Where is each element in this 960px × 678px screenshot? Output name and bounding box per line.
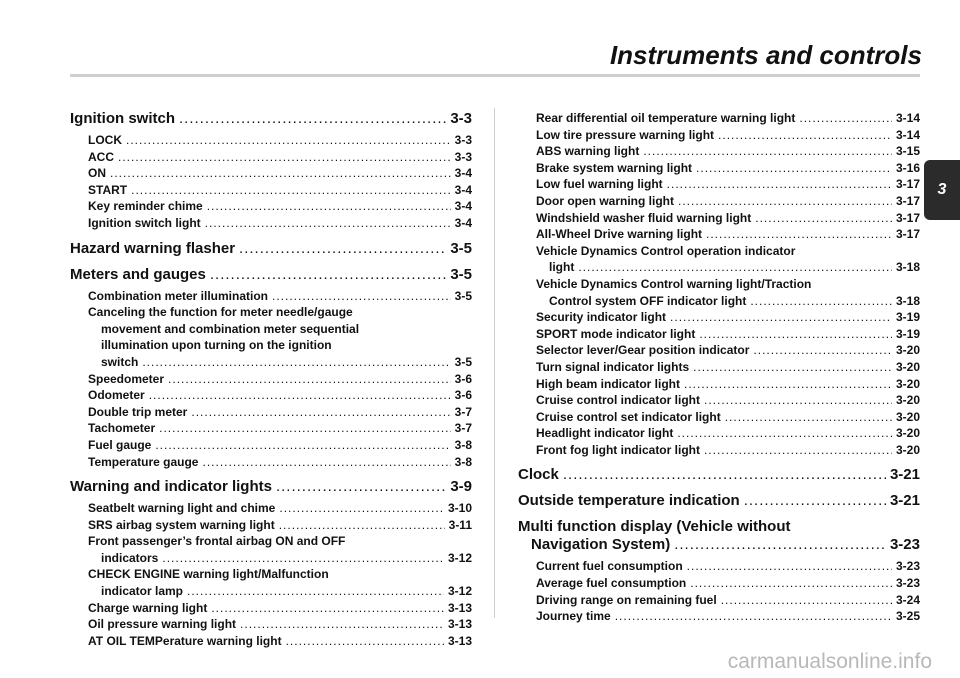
toc-entry-title: Clock [518,466,559,484]
toc-entry-title: High beam indicator light [536,376,681,391]
watermark: carmanualsonline.info [727,650,932,673]
toc-entry[interactable] [518,492,920,510]
chapter-tab[interactable]: 3 [924,160,960,220]
toc-entry-page: 3-17 [895,227,920,242]
toc-entry-title: Oil pressure warning light [88,617,237,632]
dot-leader [279,517,445,534]
toc-entry-page: 3-8 [454,437,472,452]
dot-leader [706,226,892,243]
toc-entry[interactable] [518,160,920,177]
toc-entry[interactable] [518,558,920,575]
toc-entry[interactable] [70,517,472,534]
toc-entry-title: Rear differential oil temperature warning light [536,111,796,125]
toc-entry-page: 3-16 [895,160,920,175]
dot-leader [699,326,892,343]
toc-entry-page: 3-13 [447,600,472,615]
toc-entry-title: light [549,260,575,275]
toc-entry-page: 3-17 [895,177,920,192]
toc-entry-page: 3-3 [454,133,472,147]
dot-leader [168,371,451,388]
toc-entry[interactable] [70,500,472,517]
toc-entry[interactable] [518,326,920,343]
dot-leader [725,409,892,426]
toc-entry-page: 3-5 [454,288,472,303]
toc-entry-page: 3-18 [895,293,920,308]
toc-entry[interactable] [70,454,472,471]
toc-entry-page: 3-23 [889,536,920,554]
dot-leader [179,110,446,128]
dot-leader [210,266,446,284]
toc-entry[interactable] [70,437,472,454]
toc-entry-page: 3-3 [454,149,472,164]
dot-leader [276,478,446,496]
toc-entry-page: 3-5 [454,354,472,369]
dot-leader [704,392,892,409]
toc-entry[interactable] [518,276,920,309]
toc-entry-page: 3-25 [895,609,920,624]
toc-entry[interactable] [70,566,472,599]
toc-entry-page: 3-11 [448,517,472,532]
toc-entry-page: 3-4 [454,166,472,181]
toc-entry-page: 3-19 [895,326,920,341]
dot-leader [563,466,886,484]
dot-leader [155,437,450,454]
toc-entry-page: 3-18 [895,260,920,275]
toc-entry[interactable] [518,466,920,484]
toc-entry-title: Double trip meter [88,404,188,419]
toc-left-column [70,110,472,649]
toc-entry-title: Charge warning light [88,600,208,615]
toc-entry-title: Headlight indicator light [536,426,674,441]
toc-entry-title: Warning and indicator lights [70,478,272,496]
toc-entry-title: Front passenger’s frontal airbag ON and OFF [88,534,346,549]
toc-entry-page: 3-14 [895,127,920,142]
toc-entry-page: 3-15 [895,144,920,159]
toc-entry-title: Odometer [88,388,145,403]
toc-entry-title: Brake system warning light [536,160,693,175]
toc-entry[interactable] [518,210,920,227]
toc-entry-page: 3-7 [454,421,472,436]
toc-entry-page: 3-5 [450,265,472,283]
toc-entry-title: Canceling the function for meter needle/gauge [88,305,353,320]
toc-entry[interactable] [518,226,920,243]
dot-leader [131,182,451,199]
toc-entry-title: Journey time [536,609,611,624]
toc-entry-title: Fuel gauge [88,437,152,452]
dot-leader [678,193,892,210]
dot-leader [690,575,892,592]
toc-entry-title: Tachometer [88,421,156,436]
toc-entry-page: 3-4 [454,199,472,214]
dot-leader [191,404,450,421]
dot-leader [110,165,451,182]
toc-entry-page: 3-3 [450,110,472,127]
toc-entry-page: 3-21 [889,492,920,510]
toc-entry-page: 3-13 [447,617,472,632]
toc-entry[interactable] [70,304,472,370]
toc-entry-title: Selector lever/Gear position indicator [536,343,750,358]
toc-entry[interactable] [70,371,472,388]
toc-entry[interactable] [518,409,920,426]
dot-leader [643,143,892,160]
toc-entry-page: 3-12 [447,550,472,565]
toc-right-column [518,110,920,625]
dot-leader [696,160,892,177]
toc-entry-title: Ignition switch light [88,215,201,230]
column-divider [494,108,495,618]
toc-entry-title: Security indicator light [536,310,667,325]
toc-entry-title: START [88,182,128,197]
toc-entry-page: 3-6 [454,371,472,386]
toc-entry-title: Seatbelt warning light and chime [88,501,276,516]
dot-leader [667,176,892,193]
dot-leader [615,608,892,625]
toc-entry[interactable] [518,518,920,554]
toc-entry-title: Combination meter illumination [88,288,269,303]
toc-entry[interactable] [70,387,472,404]
dot-leader [718,127,892,144]
toc-entry[interactable] [518,143,920,160]
dot-leader [578,259,892,276]
toc-entry-title: indicators [101,550,159,565]
toc-entry[interactable] [518,442,920,459]
toc-entry-title: Hazard warning flasher [70,239,236,257]
dot-leader [202,454,450,471]
toc-entry[interactable] [70,149,472,166]
toc-entry[interactable] [518,575,920,592]
toc-entry-page: 3-4 [454,182,472,197]
toc-entry[interactable] [518,243,920,276]
toc-entry[interactable] [518,592,920,609]
toc-entry-page: 3-6 [454,388,472,403]
toc-entry-page: 3-17 [895,193,920,208]
toc-entry-page: 3-12 [447,584,472,599]
toc-entry[interactable] [70,420,472,437]
toc-entry-page: 3-20 [895,359,920,374]
toc-entry[interactable] [70,600,472,617]
toc-entry-title: Current fuel consumption [536,559,683,574]
toc-entry[interactable] [70,198,472,215]
dot-leader [272,288,451,305]
toc-entry[interactable] [518,392,920,409]
toc-entry-title: CHECK ENGINE warning light/Malfunction [88,567,329,582]
dot-leader [239,240,446,258]
toc-entry-page: 3-13 [447,633,472,648]
toc-entry-title: Vehicle Dynamics Control warning light/Traction [536,276,812,291]
toc-entry[interactable] [518,359,920,376]
toc-entry[interactable] [518,127,920,144]
dot-leader [693,359,892,376]
toc-entry[interactable] [518,176,920,193]
toc-entry-page: 3-20 [895,409,920,424]
dot-leader [674,536,886,554]
dot-leader [677,425,892,442]
toc-entry[interactable] [70,132,472,149]
toc-entry[interactable] [518,376,920,393]
dot-leader [126,132,451,149]
toc-entry-title: Vehicle Dynamics Control operation indicator [536,243,796,258]
toc-entry-title: Door open warning light [536,193,674,208]
toc-entry[interactable] [518,608,920,625]
toc-entry-title: ACC [88,149,114,164]
dot-leader [286,633,444,650]
toc-entry[interactable] [70,182,472,199]
dot-leader [744,492,886,510]
toc-entry-title: Low tire pressure warning light [536,127,715,142]
toc-entry-title: switch [101,354,139,369]
toc-entry-title: Front fog light indicator light [536,442,700,457]
dot-leader [750,293,892,310]
toc-entry-title: SRS airbag system warning light [88,517,275,532]
toc-entry[interactable] [518,193,920,210]
toc-entry[interactable] [70,110,472,128]
toc-entry-title: SPORT mode indicator light [536,326,696,341]
dot-leader [279,500,444,517]
dot-leader [721,592,892,609]
dot-leader [704,442,892,459]
dot-leader [753,342,892,359]
toc-entry[interactable] [518,342,920,359]
toc-entry-page: 3-20 [895,393,920,408]
toc-entry-page: 3-10 [447,501,472,516]
toc-entry-page: 3-19 [895,310,920,325]
toc-entry-title: Average fuel consumption [536,576,687,591]
dot-leader [687,558,892,575]
toc-entry-page: 3-23 [895,559,920,574]
toc-entry[interactable] [518,309,920,326]
toc-entry[interactable] [70,404,472,421]
toc-entry[interactable] [70,165,472,182]
toc-entry-title: movement and combination meter sequential [101,321,360,336]
toc-entry[interactable] [70,533,472,566]
page-title: Instruments and controls [609,40,922,70]
toc-entry-title: Outside temperature indication [518,492,740,510]
toc-entry-title: indicator lamp [101,584,184,599]
toc-entry-title: ON [88,166,106,181]
toc-entry-page: 3-20 [895,426,920,441]
toc-entry-page: 3-4 [454,215,472,230]
dot-leader [149,387,451,404]
header-rule [70,74,920,77]
toc-entry-page: 3-14 [895,111,920,125]
toc-entry[interactable] [70,240,472,258]
toc-entry-page: 3-17 [895,210,920,225]
toc-entry-title: Windshield washer fluid warning light [536,210,752,225]
toc-entry-title: ABS warning light [536,144,640,159]
toc-entry-page: 3-7 [454,404,472,419]
dot-leader [799,110,892,127]
toc-entry-title: Speedometer [88,371,165,386]
dot-leader [240,616,444,633]
toc-entry-page: 3-20 [895,442,920,457]
toc-entry-page: 3-21 [889,466,920,484]
toc-entry-page: 3-9 [450,478,472,496]
dot-leader [162,550,444,567]
toc-entry-page: 3-24 [895,592,920,607]
toc-entry[interactable] [70,616,472,633]
toc-entry[interactable] [70,215,472,232]
dot-leader [211,600,444,617]
toc-entry-page: 3-5 [450,239,472,257]
dot-leader [670,309,892,326]
dot-leader [207,198,451,215]
toc-entry[interactable] [70,478,472,496]
toc-entry-title: Cruise control indicator light [536,393,701,408]
dot-leader [118,149,451,166]
toc-entry-page: 3-20 [895,343,920,358]
dot-leader [755,210,892,227]
toc-entry-title: AT OIL TEMPerature warning light [88,633,282,648]
toc-entry-title: Driving range on remaining fuel [536,592,717,607]
toc-entry-title: Multi function display (Vehicle without [518,518,791,536]
toc-entry-title: Temperature gauge [88,454,199,469]
toc-entry-title: Ignition switch [70,110,175,127]
toc-entry-title: Low fuel warning light [536,177,663,192]
dot-leader [187,583,444,600]
dot-leader [159,420,451,437]
toc-entry[interactable] [70,288,472,305]
toc-entry[interactable] [70,633,472,650]
toc-entry-title: LOCK [88,133,122,147]
toc-entry-title: illumination upon turning on the ignition [101,338,332,353]
dot-leader [684,376,892,393]
toc-entry-title: Navigation System) [531,536,671,554]
toc-entry[interactable] [518,425,920,442]
toc-entry-title: Cruise control set indicator light [536,409,721,424]
dot-leader [142,354,450,371]
toc-entry-title: Key reminder chime [88,199,203,214]
toc-entry-title: Meters and gauges [70,265,206,283]
toc-entry-page: 3-20 [895,376,920,391]
toc-entry[interactable] [518,110,920,127]
toc-entry[interactable] [70,266,472,284]
dot-leader [205,215,451,232]
toc-entry-title: Turn signal indicator lights [536,359,690,374]
toc-entry-title: Control system OFF indicator light [549,293,747,308]
toc-entry-page: 3-8 [454,454,472,469]
toc-entry-page: 3-23 [895,576,920,591]
toc-entry-title: All-Wheel Drive warning light [536,227,703,242]
